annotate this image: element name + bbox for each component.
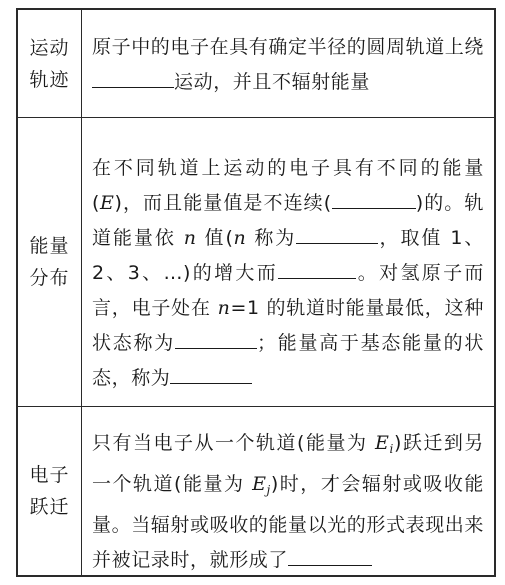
text-segment: 值(	[196, 227, 234, 249]
quantum-number-symbol: n	[183, 227, 197, 249]
table-row	[18, 118, 494, 407]
row-content	[92, 426, 484, 578]
energy-symbol: E	[100, 192, 115, 214]
fill-blank[interactable]	[288, 548, 372, 566]
fill-blank[interactable]	[92, 70, 174, 88]
row-content-cell	[82, 407, 494, 575]
row-label: 运动轨迹	[29, 36, 70, 91]
text-segment: ；能量高于基态能量的状态，称为	[92, 332, 484, 389]
row-content-cell	[82, 118, 494, 406]
row-content	[92, 30, 484, 100]
row-label: 电子跃迁	[29, 464, 70, 518]
text-segment: 。对氢原子而言，电子处在	[92, 262, 484, 319]
fill-blank[interactable]	[170, 366, 252, 384]
table-row	[18, 10, 494, 118]
text-segment: )跃迁到另一个轨道(能量为	[92, 432, 485, 495]
text-segment: 只有当电子从一个轨道(能量为	[92, 432, 376, 454]
energy-subscript: j	[266, 483, 271, 497]
energy-symbol: E	[375, 432, 390, 454]
fill-blank[interactable]	[332, 191, 416, 209]
text-segment: 运动，并且不辐射能量	[174, 71, 371, 93]
row-label-cell	[18, 118, 82, 406]
text-segment: 称为	[246, 227, 297, 249]
text-segment: 在不同轨道上运动的电子具有不同的能量(	[92, 157, 484, 214]
text-segment: )时，才会辐射或吸收能量。当辐射或吸收的能量以光的形式表现出来并被记录时，就形成了	[92, 473, 485, 571]
physics-table	[16, 8, 496, 577]
quantum-number-symbol: n	[233, 227, 247, 249]
text-segment: ，取值 1、2、3、…)的增大而	[92, 227, 484, 284]
text-segment: =1 的轨道时能量最低，这种状态称为	[92, 297, 484, 354]
fill-blank[interactable]	[296, 226, 378, 244]
row-label: 能量分布	[29, 235, 70, 289]
row-label-cell	[18, 407, 82, 575]
fill-blank[interactable]	[278, 261, 356, 279]
text-segment: 原子中的电子在具有确定半径的圆周轨道上绕	[92, 36, 485, 58]
text-segment: )，而且能量值是不连续(	[114, 192, 332, 214]
quantum-number-symbol: n	[217, 297, 231, 319]
row-content	[92, 151, 484, 396]
row-label-cell	[18, 10, 82, 117]
energy-subscript: i	[389, 442, 394, 456]
energy-symbol: E	[252, 473, 267, 495]
row-content-cell	[82, 10, 494, 117]
table-row	[18, 407, 494, 575]
text-segment: )的。轨道能量依	[92, 192, 484, 249]
fill-blank[interactable]	[175, 331, 257, 349]
